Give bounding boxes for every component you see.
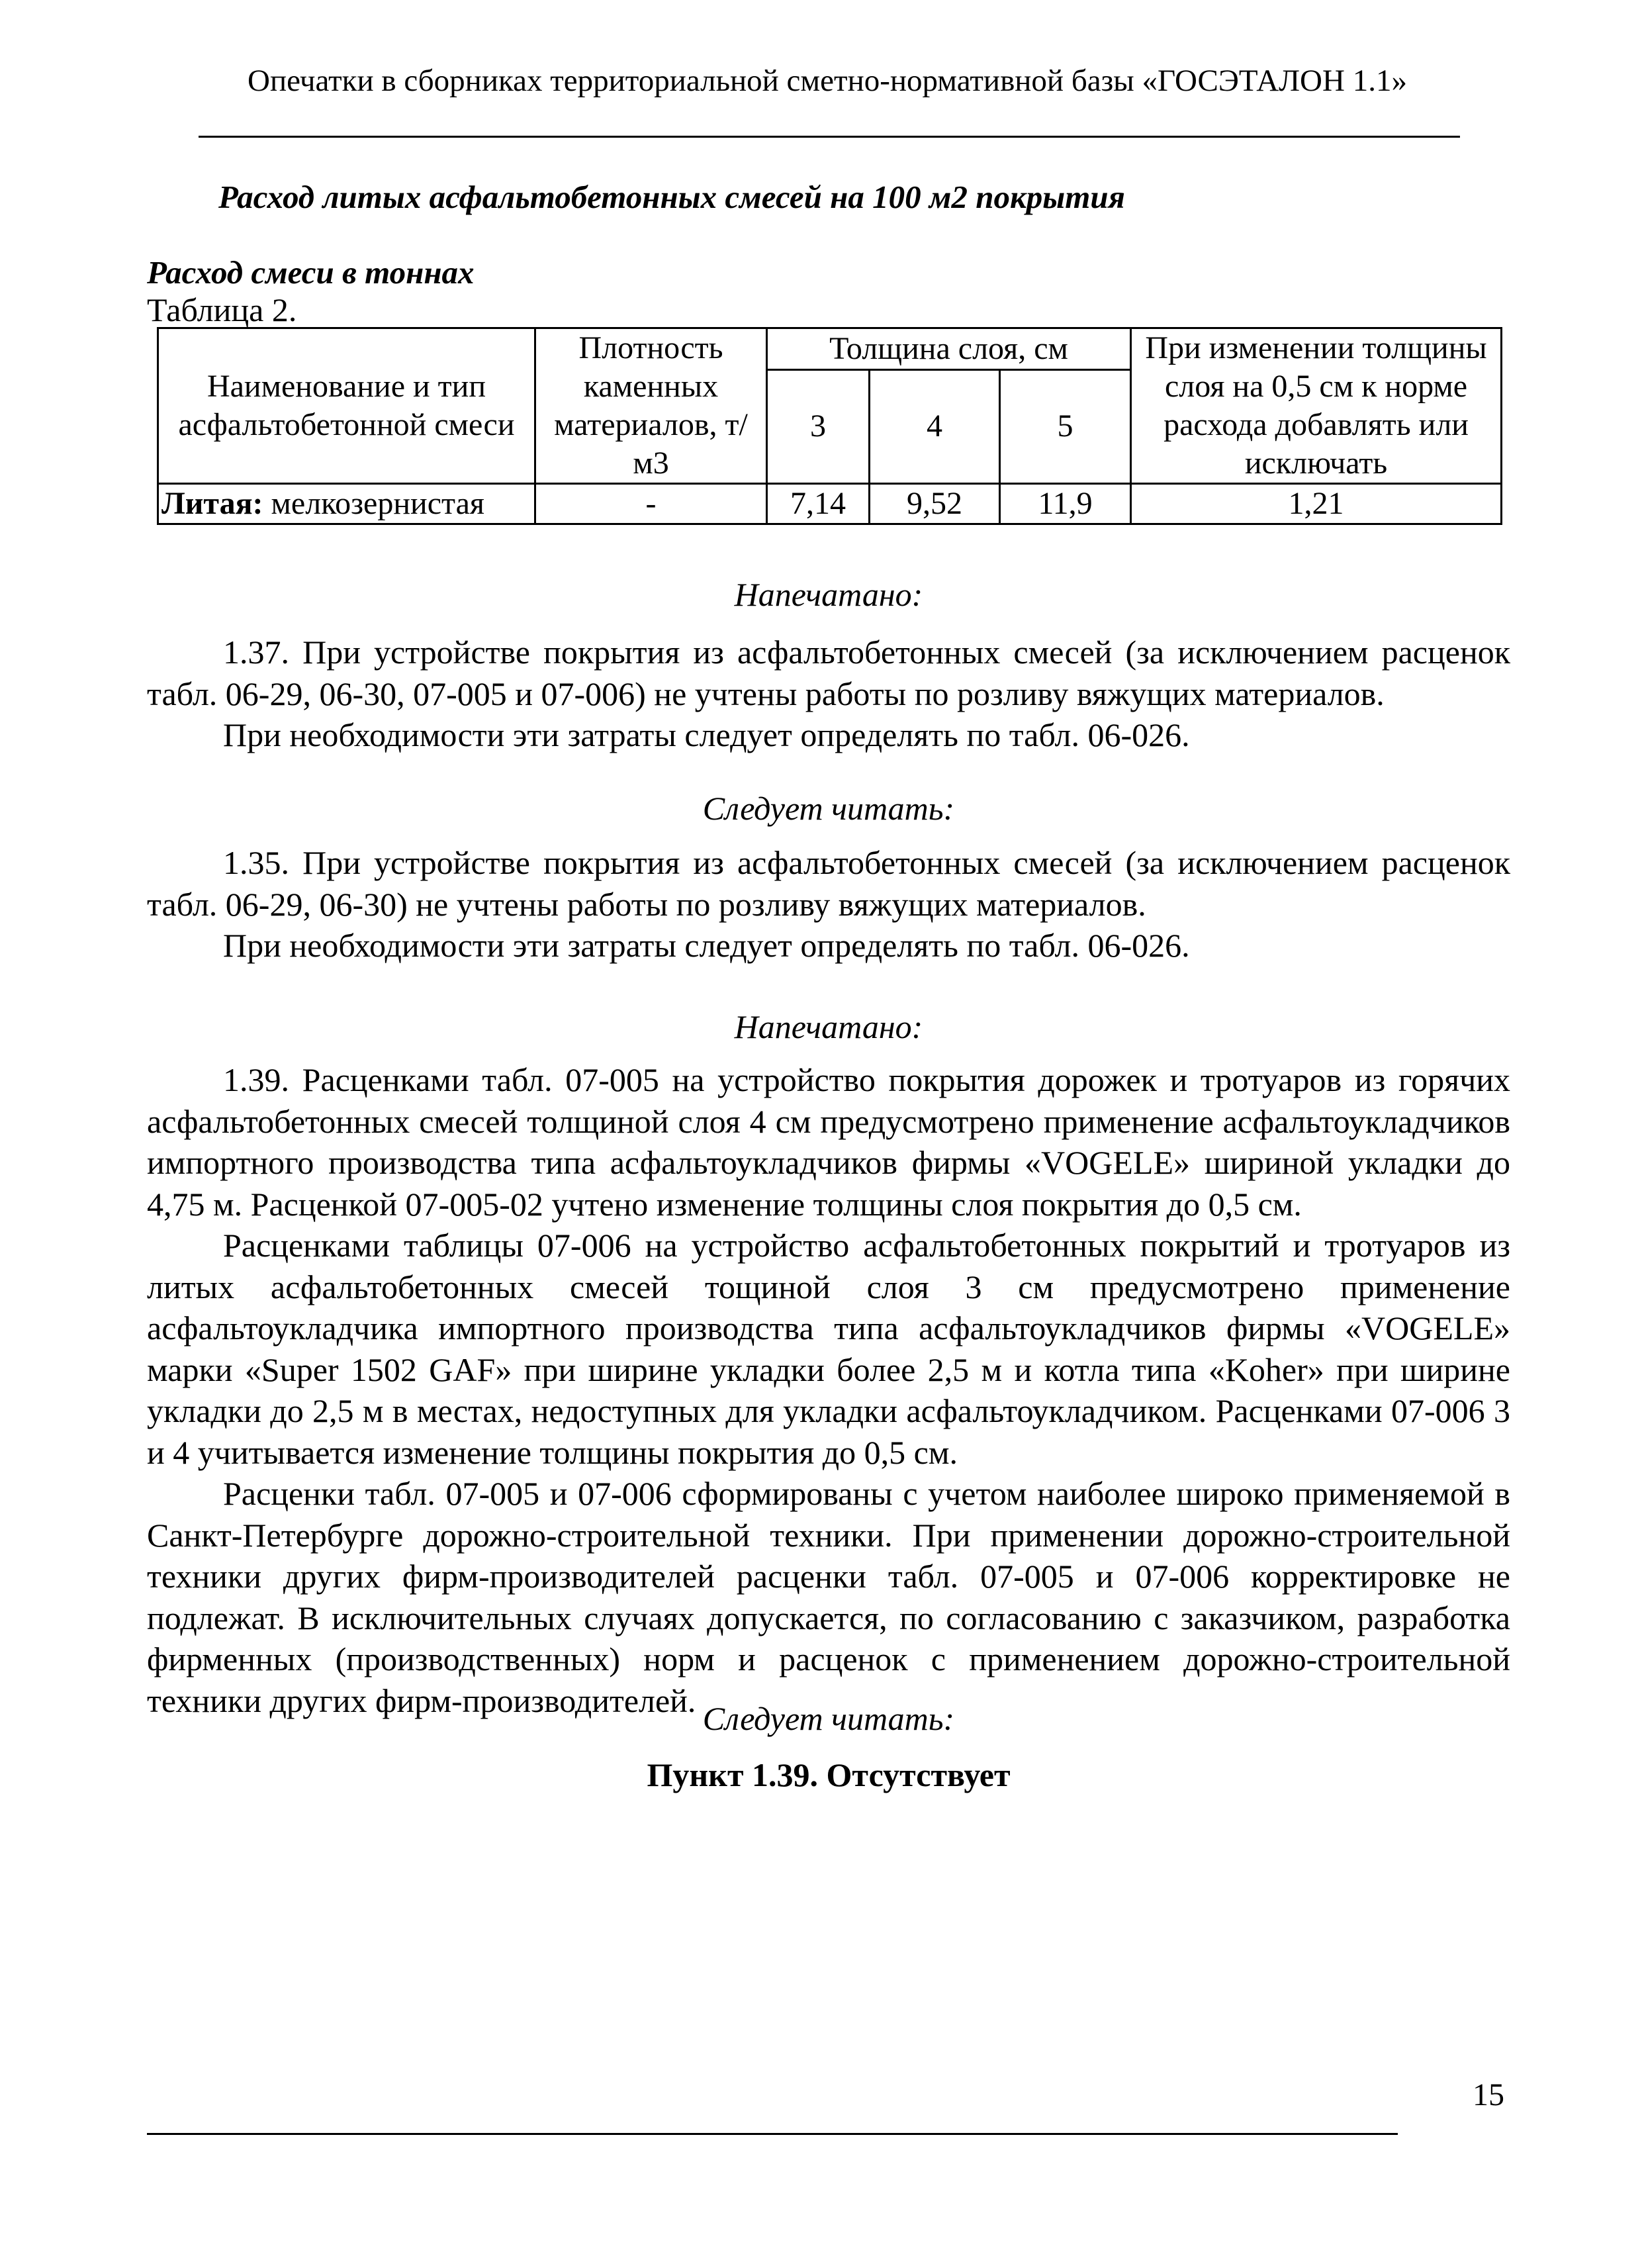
- table-header-row: [158, 328, 1502, 370]
- printed-label-2: Напечатано:: [734, 1008, 923, 1045]
- footer-divider: [147, 2133, 1398, 2135]
- correct-text-1: [147, 842, 1510, 967]
- correct-text-2: Пункт 1.39. Отсутствует: [647, 1756, 1011, 1793]
- paragraph: 1.39. Расценками табл. 07-005 на устройство покрытия дорожек и тротуаров из горячих асфальтобетонных смесей толщиной слоя 4 см предусмотрено применение асфальтоукладчиков импортного производства типа асфальтоукладчиков фирмы «VOGELE» шириной укладки до 4,75 м. Расценкой 07-005-02 учтено изменение толщины слоя покрытия до 0,5 см.: [147, 1061, 1510, 1223]
- paragraph: При необходимости эти затраты следует определять по табл. 06-026.: [223, 716, 1190, 753]
- section-title: Расход литых асфальтобетонных смесей на 100 м2 покрытия: [218, 179, 1125, 215]
- paragraph: Расценками таблицы 07-006 на устройство асфальтобетонных покрытий и тротуаров из литых асфальтобетонных смесей тощиной слоя 3 см предусмотрено применение асфальтоукладчика импортного производства типа асфальтоукладчиков фирмы «VOGELE» марки «Super 1502 GAF» при ширине укладки более 2,5 м и котла типа «Koher» при ширине укладки до 2,5 м в местах, недоступных для укладки асфальтоукладчиком. Расценками 07-006 3 и 4 учитывается изменение толщины покрытия до 0,5 см.: [147, 1227, 1510, 1471]
- header-thickness-5: 5: [1000, 369, 1131, 483]
- correct-label-1: Следует читать:: [702, 790, 955, 827]
- printed-label-1: Напечатано:: [734, 576, 923, 613]
- header-thickness-4: 4: [870, 369, 1000, 483]
- header-change: При изменении толщины слоя на 0,5 см к норме расхода добавлять или исключать: [1131, 328, 1502, 484]
- table-label: Таблица 2.: [147, 291, 297, 328]
- header-divider: [199, 136, 1460, 138]
- printed-text-1: [147, 632, 1510, 756]
- section-subtitle: Расход смеси в тоннах: [147, 254, 475, 291]
- header-density: Плотность каменных материалов, т/м3: [535, 328, 767, 484]
- page-header: Опечатки в сборниках территориальной сметно-нормативной базы «ГОСЭТАЛОН 1.1»: [248, 64, 1407, 98]
- printed-text-2: [147, 1059, 1510, 1721]
- cell-thickness-4: 9,52: [870, 484, 1000, 524]
- header-thickness-3: 3: [767, 369, 870, 483]
- paragraph: Расценки табл. 07-005 и 07-006 сформированы с учетом наиболее широко применяемой в Санкт-Петербурге дорожно-строительной техники. При применении дорожно-строительной техники других фирм-производителей расценки табл. 07-005 и 07-006 корректировке не подлежат. В исключительных случаях допускается, по согласованию с заказчиком, разработка фирменных (производственных) норм и расценок с применением дорожно-строительной техники других фирм-производителей.: [147, 1475, 1510, 1719]
- header-name: Наименование и тип асфальтобетонной смеси: [158, 328, 535, 484]
- cell-change: 1,21: [1131, 484, 1502, 524]
- header-thickness: Толщина слоя, см: [767, 328, 1131, 370]
- cell-name-bold: Литая:: [161, 486, 263, 521]
- table-row: [158, 484, 1502, 524]
- cell-thickness-3: 7,14: [767, 484, 870, 524]
- paragraph: При необходимости эти затраты следует определять по табл. 06-026.: [223, 927, 1190, 964]
- cell-name: [158, 484, 535, 524]
- cell-density: -: [535, 484, 767, 524]
- paragraph: 1.35. При устройстве покрытия из асфальтобетонных смесей (за исключением расценок табл. 06-29, 06-30) не учтены работы по розливу вяжущих материалов.: [147, 844, 1510, 923]
- correct-label-2: Следует читать:: [702, 1700, 955, 1737]
- paragraph: 1.37. При устройстве покрытия из асфальтобетонных смесей (за исключением расценок табл. 06-29, 06-30, 07-005 и 07-006) не учтены работы по розливу вяжущих материалов.: [147, 634, 1510, 712]
- consumption-table: [157, 327, 1502, 525]
- cell-thickness-5: 11,9: [1000, 484, 1131, 524]
- page-number: 15: [1473, 2077, 1504, 2112]
- cell-name-rest: мелкозернистая: [263, 486, 484, 521]
